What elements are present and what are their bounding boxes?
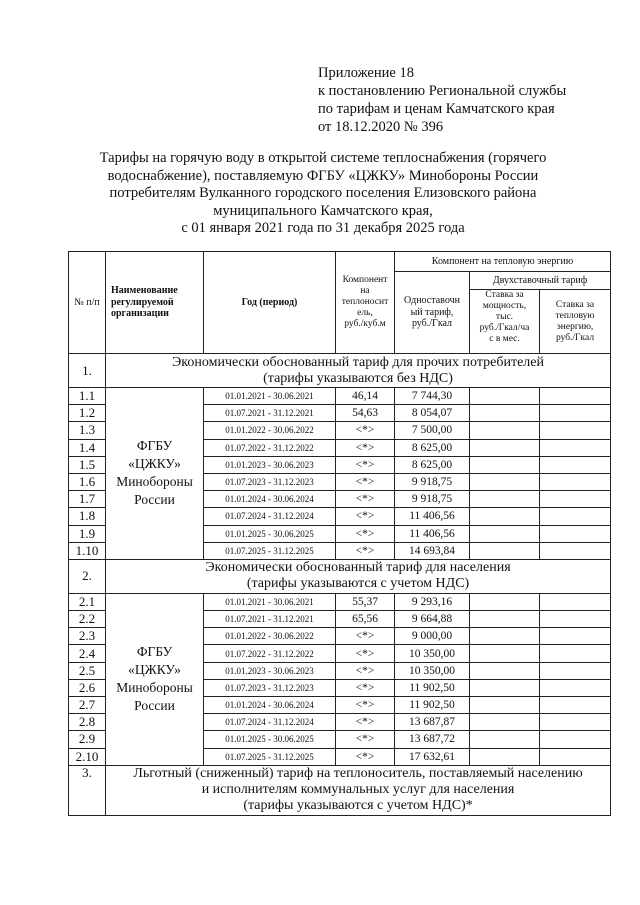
row-carrier-component: <*> — [336, 439, 395, 456]
row-carrier-component: <*> — [336, 473, 395, 490]
row-power-rate — [470, 593, 540, 610]
row-one-rate-tariff: 8 054,07 — [395, 405, 470, 422]
row-carrier-component: 65,56 — [336, 611, 395, 628]
row-power-rate — [470, 491, 540, 508]
row-energy-rate — [540, 593, 611, 610]
row-num: 1.3 — [69, 422, 106, 439]
row-one-rate-tariff: 9 293,16 — [395, 593, 470, 610]
row-period: 01.01.2021 - 30.06.2021 — [204, 593, 336, 610]
row-power-rate — [470, 388, 540, 405]
section-num: 1. — [69, 354, 106, 388]
section-header-row — [69, 354, 611, 388]
row-period: 01.01.2024 - 30.06.2024 — [204, 491, 336, 508]
row-carrier-component: <*> — [336, 525, 395, 542]
row-one-rate-tariff: 9 918,75 — [395, 491, 470, 508]
row-energy-rate — [540, 508, 611, 525]
tariff-table — [68, 251, 611, 816]
row-num: 2.8 — [69, 714, 106, 731]
row-one-rate-tariff: 9 000,00 — [395, 628, 470, 645]
row-period: 01.07.2021 - 31.12.2021 — [204, 405, 336, 422]
header-two-rate-group: Двухставочный тариф — [470, 272, 611, 290]
row-one-rate-tariff: 11 902,50 — [395, 697, 470, 714]
row-num: 1.8 — [69, 508, 106, 525]
row-period: 01.07.2025 - 31.12.2025 — [204, 748, 336, 765]
row-num: 1.7 — [69, 491, 106, 508]
row-num: 2.5 — [69, 662, 106, 679]
section-title: Экономически обоснованный тариф для населения (тарифы указываются с учетом НДС) — [106, 559, 611, 593]
row-period: 01.01.2023 - 30.06.2023 — [204, 456, 336, 473]
title-line: Тарифы на горячую воду в открытой системе теплоснабжения (горячего — [99, 150, 547, 166]
row-num: 2.3 — [69, 628, 106, 645]
row-carrier-component: <*> — [336, 645, 395, 662]
row-energy-rate — [540, 405, 611, 422]
row-one-rate-tariff: 8 625,00 — [395, 439, 470, 456]
row-energy-rate — [540, 491, 611, 508]
row-one-rate-tariff: 17 632,61 — [395, 748, 470, 765]
row-energy-rate — [540, 645, 611, 662]
row-carrier-component: <*> — [336, 714, 395, 731]
row-period: 01.01.2025 - 30.06.2025 — [204, 731, 336, 748]
row-power-rate — [470, 422, 540, 439]
header-org: Наименование регулируемой организации — [106, 252, 204, 354]
row-num: 2.4 — [69, 645, 106, 662]
row-one-rate-tariff: 7 500,00 — [395, 422, 470, 439]
row-power-rate — [470, 542, 540, 559]
row-num: 1.2 — [69, 405, 106, 422]
row-energy-rate — [540, 714, 611, 731]
row-carrier-component: <*> — [336, 542, 395, 559]
row-period: 01.07.2023 - 31.12.2023 — [204, 679, 336, 696]
row-carrier-component: <*> — [336, 748, 395, 765]
row-carrier-component: <*> — [336, 508, 395, 525]
row-num: 2.1 — [69, 593, 106, 610]
row-energy-rate — [540, 731, 611, 748]
row-power-rate — [470, 645, 540, 662]
row-carrier-component: <*> — [336, 491, 395, 508]
header-num: № п/п — [69, 252, 106, 354]
row-period: 01.07.2022 - 31.12.2022 — [204, 645, 336, 662]
row-period: 01.01.2022 - 30.06.2022 — [204, 422, 336, 439]
row-one-rate-tariff: 9 918,75 — [395, 473, 470, 490]
section-title: Экономически обоснованный тариф для прочих потребителей (тарифы указываются без НДС) — [106, 354, 611, 388]
row-carrier-component: <*> — [336, 456, 395, 473]
row-power-rate — [470, 611, 540, 628]
row-one-rate-tariff: 8 625,00 — [395, 456, 470, 473]
appendix-line: по тарифам и ценам Камчатского края — [318, 101, 555, 117]
section-title: Льготный (сниженный) тариф на теплоноситель, поставляемый населению и исполнителям коммунальных услуг для населения (тарифы указываются с учетом НДС)* — [106, 765, 611, 815]
row-energy-rate — [540, 473, 611, 490]
header-one-rate: Одноставочн ый тариф, руб./Гкал — [395, 272, 470, 354]
appendix-line: Приложение 18 — [318, 65, 414, 81]
row-power-rate — [470, 628, 540, 645]
row-one-rate-tariff: 11 406,56 — [395, 508, 470, 525]
row-energy-rate — [540, 422, 611, 439]
title-line: водоснабжение), поставляемую ФГБУ «ЦЖКУ» Минобороны России — [107, 167, 539, 184]
section-header-row — [69, 559, 611, 593]
row-num: 1.4 — [69, 439, 106, 456]
row-one-rate-tariff: 7 744,30 — [395, 388, 470, 405]
row-period: 01.07.2024 - 31.12.2024 — [204, 508, 336, 525]
row-num: 2.7 — [69, 697, 106, 714]
row-power-rate — [470, 748, 540, 765]
appendix-line: к постановлению Региональной службы — [318, 83, 567, 99]
row-power-rate — [470, 731, 540, 748]
row-energy-rate — [540, 525, 611, 542]
appendix-block — [318, 64, 566, 136]
row-energy-rate — [540, 697, 611, 714]
row-carrier-component: <*> — [336, 679, 395, 696]
row-carrier-component: <*> — [336, 731, 395, 748]
row-energy-rate — [540, 388, 611, 405]
table-row — [69, 388, 611, 405]
title-line: с 01 января 2021 года по 31 декабря 2025 года — [181, 220, 465, 236]
row-period: 01.07.2021 - 31.12.2021 — [204, 611, 336, 628]
row-one-rate-tariff: 11 902,50 — [395, 679, 470, 696]
row-num: 1.10 — [69, 542, 106, 559]
header-carrier: Компонент на теплоносит ель, руб./куб.м — [336, 252, 395, 354]
document-title — [40, 150, 606, 238]
row-period: 01.01.2023 - 30.06.2023 — [204, 662, 336, 679]
row-num: 2.9 — [69, 731, 106, 748]
row-period: 01.07.2023 - 31.12.2023 — [204, 473, 336, 490]
row-num: 2.2 — [69, 611, 106, 628]
row-one-rate-tariff: 10 350,00 — [395, 645, 470, 662]
title-line: муниципального Камчатского края, — [213, 202, 433, 219]
header-power-rate: Ставка за мощность, тыс. руб./Гкал/ча с в мес. — [470, 290, 540, 354]
section-num: 2. — [69, 559, 106, 593]
row-num: 1.1 — [69, 388, 106, 405]
row-power-rate — [470, 679, 540, 696]
row-energy-rate — [540, 628, 611, 645]
organization-name: ФГБУ «ЦЖКУ» Минобороны России — [106, 388, 204, 560]
row-period: 01.01.2021 - 30.06.2021 — [204, 388, 336, 405]
row-period: 01.01.2022 - 30.06.2022 — [204, 628, 336, 645]
section-header-row — [69, 765, 611, 815]
row-num: 2.6 — [69, 679, 106, 696]
header-energy-group: Компонент на тепловую энергию — [395, 252, 611, 272]
row-power-rate — [470, 473, 540, 490]
row-power-rate — [470, 508, 540, 525]
row-period: 01.07.2025 - 31.12.2025 — [204, 542, 336, 559]
row-energy-rate — [540, 662, 611, 679]
row-power-rate — [470, 697, 540, 714]
header-period: Год (период) — [204, 252, 336, 354]
row-one-rate-tariff: 13 687,72 — [395, 731, 470, 748]
row-carrier-component: 55,37 — [336, 593, 395, 610]
row-power-rate — [470, 456, 540, 473]
row-num: 1.5 — [69, 456, 106, 473]
row-carrier-component: <*> — [336, 422, 395, 439]
row-carrier-component: <*> — [336, 662, 395, 679]
appendix-line: от 18.12.2020 № 396 — [318, 119, 444, 135]
row-energy-rate — [540, 456, 611, 473]
row-num: 1.6 — [69, 473, 106, 490]
row-energy-rate — [540, 679, 611, 696]
row-energy-rate — [540, 748, 611, 765]
row-energy-rate — [540, 439, 611, 456]
row-energy-rate — [540, 611, 611, 628]
title-line: потребителям Вулканного городского поселения Елизовского района — [109, 185, 537, 201]
section-num: 3. — [69, 765, 106, 815]
row-one-rate-tariff: 13 687,87 — [395, 714, 470, 731]
row-energy-rate — [540, 542, 611, 559]
row-carrier-component: 46,14 — [336, 388, 395, 405]
row-period: 01.01.2025 - 30.06.2025 — [204, 525, 336, 542]
row-period: 01.07.2024 - 31.12.2024 — [204, 714, 336, 731]
organization-name: ФГБУ «ЦЖКУ» Минобороны России — [106, 593, 204, 765]
row-power-rate — [470, 662, 540, 679]
row-carrier-component: 54,63 — [336, 405, 395, 422]
row-one-rate-tariff: 9 664,88 — [395, 611, 470, 628]
row-one-rate-tariff: 11 406,56 — [395, 525, 470, 542]
row-carrier-component: <*> — [336, 628, 395, 645]
row-one-rate-tariff: 10 350,00 — [395, 662, 470, 679]
row-power-rate — [470, 405, 540, 422]
row-carrier-component: <*> — [336, 697, 395, 714]
row-power-rate — [470, 439, 540, 456]
row-period: 01.07.2022 - 31.12.2022 — [204, 439, 336, 456]
row-power-rate — [470, 714, 540, 731]
row-period: 01.01.2024 - 30.06.2024 — [204, 697, 336, 714]
row-num: 1.9 — [69, 525, 106, 542]
row-power-rate — [470, 525, 540, 542]
header-energy-rate: Ставка за тепловую энергию, руб./Гкал — [540, 290, 611, 354]
row-one-rate-tariff: 14 693,84 — [395, 542, 470, 559]
row-num: 2.10 — [69, 748, 106, 765]
table-row — [69, 593, 611, 610]
